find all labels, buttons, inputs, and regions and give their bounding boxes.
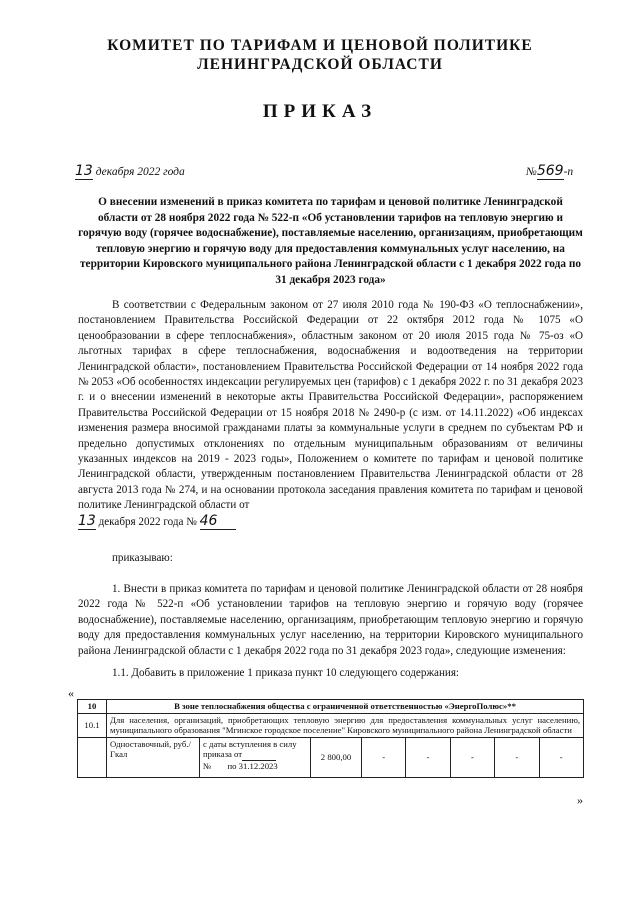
dash-cell-5: - (539, 737, 584, 777)
empty-num-cell (78, 737, 107, 777)
organization-header (0, 36, 640, 74)
protocol-handwritten-number: 46 (200, 514, 236, 530)
table-row-tariff (78, 737, 584, 777)
preamble-text: В соответствии с Федеральным законом от 27 июля 2010 года № 190-ФЗ «О теплоснабжении», постановлением Правительства Российской Федерации от 22 октября 2012 года № 1075 «О ценообразовании в сфере теплоснабжения», областным законом от 20 июля 2015 года № 75-оз «О льготных тарифах в сфере теплоснабжения, водоснабжения и водоотведения на территории Ленинградской области», постановлением Правительства Российской Федерации от 14 ноября 2022 года № 2053 «Об особенностях индексации регулируемых цен (тарифов) с 1 декабря 2022 г. по 31 декабря 2023 г. и о внесении изменений в некоторые акты Правительства Российской Федерации», распоряжением Правительства Российской Федерации от 15 ноября 2018 № 2490-р (с изм. от 14.11.2022) «Об индексах изменения размера вносимой гражданами платы за коммунальные услуги в среднем по субъектам РФ и предельно допустимых отклонениях по отдельным муниципальным образованиям от величины указанных индексов на 2019 - 2023 годы», Положением о комитете по тарифам и ценовой политике Ленинградской области, утвержденным постановлением Правительства Ленинградской области от 28 августа 2013 года № 274, и на основании протокола заседания правления комитета по тарифам и ценовой политике Ленинградской области от (78, 299, 583, 512)
handwritten-day: 13 (75, 163, 93, 179)
org-line-2: ЛЕНИНГРАДСКОЙ ОБЛАСТИ (197, 56, 443, 73)
preamble (78, 298, 583, 530)
consumer-text: Для населения, организаций, приобретающих тепловую энергию для предоставления коммунальных услуг населению, муниципального образования "Мгинское городское поселение" Кировского муниципального района Ленинградской области (107, 713, 584, 737)
item-1 (78, 582, 583, 659)
order-date (75, 163, 185, 180)
period-line-3 (203, 761, 307, 772)
protocol-handwritten-day: 13 (78, 512, 96, 529)
period-line-1: с даты вступления в силу (203, 738, 297, 749)
period-end: по 31.12.2023 (227, 760, 278, 771)
table-row-zone (78, 700, 584, 714)
tariff-table (77, 699, 584, 778)
item-1-text: 1. Внести в приказ комитета по тарифам и ценовой политике Ленинградской области от 28 ноября 2022 года № 522-п «Об установлении тарифов на тепловую энергию и горячую воду (горячее водоснабжение), поставляемые населению, организациям, приобретающим тепловую энергию и горячую воду для предоставления коммунальных услуг населению, на территории Кировского муниципального района Ленинградской области с 1 декабря 2022 года по 31 декабря 2023 года», следующие изменения: (78, 583, 583, 657)
period-line-2 (203, 749, 307, 761)
period-number-sign: № (203, 760, 212, 771)
number-suffix: -п (563, 166, 574, 178)
dash-cell-3: - (450, 737, 494, 777)
dash-cell-1: - (362, 737, 406, 777)
orders-word: приказываю: (112, 552, 173, 564)
number-prefix: № (526, 166, 537, 178)
preamble-protocol-line (78, 514, 583, 530)
document-type-title: ПРИКАЗ (262, 101, 378, 122)
tariff-period (200, 737, 311, 777)
handwritten-number: 569 (536, 163, 564, 179)
order-subject: О внесении изменений в приказ комитета по тарифам и ценовой политике Ленинградской области от 28 ноября 2022 года № 522-п «Об установлении тарифов на тепловую энергию и горячую воду (горячее водоснабжение), поставляемые населению, организациям, приобретающим тепловую энергию и горячую воду для предоставления коммунальных услуг населению, на территории Кировского муниципального района Ленинградской области с 1 декабря 2022 года по 31 декабря 2023 года» (78, 196, 583, 286)
table-row-consumer (78, 713, 584, 737)
quote-open: « (68, 686, 74, 700)
date-rest: декабря 2022 года (95, 166, 185, 178)
period-line-2-text: приказа от (203, 749, 243, 759)
item-1-1: 1.1. Добавить в приложение 1 приказа пункт 10 следующего содержания: (112, 667, 460, 679)
zone-text: В зоне теплоснабжения общества с ограниченной ответственностью «ЭнергоПолюс»** (107, 700, 584, 714)
protocol-date-rest: декабря 2022 года № (98, 515, 197, 528)
dash-cell-4: - (495, 737, 539, 777)
dash-cell-2: - (406, 737, 450, 777)
zone-number: 10 (78, 700, 107, 714)
org-line-1: КОМИТЕТ ПО ТАРИФАМ И ЦЕНОВОЙ ПОЛИТИКЕ (107, 37, 533, 54)
quote-close: » (577, 793, 583, 807)
tariff-label: Одноставочный, руб./Гкал (107, 737, 200, 777)
order-number (526, 163, 573, 180)
consumer-number: 10.1 (78, 713, 107, 737)
period-blank (242, 749, 276, 761)
tariff-value: 2 800,00 (311, 737, 362, 777)
